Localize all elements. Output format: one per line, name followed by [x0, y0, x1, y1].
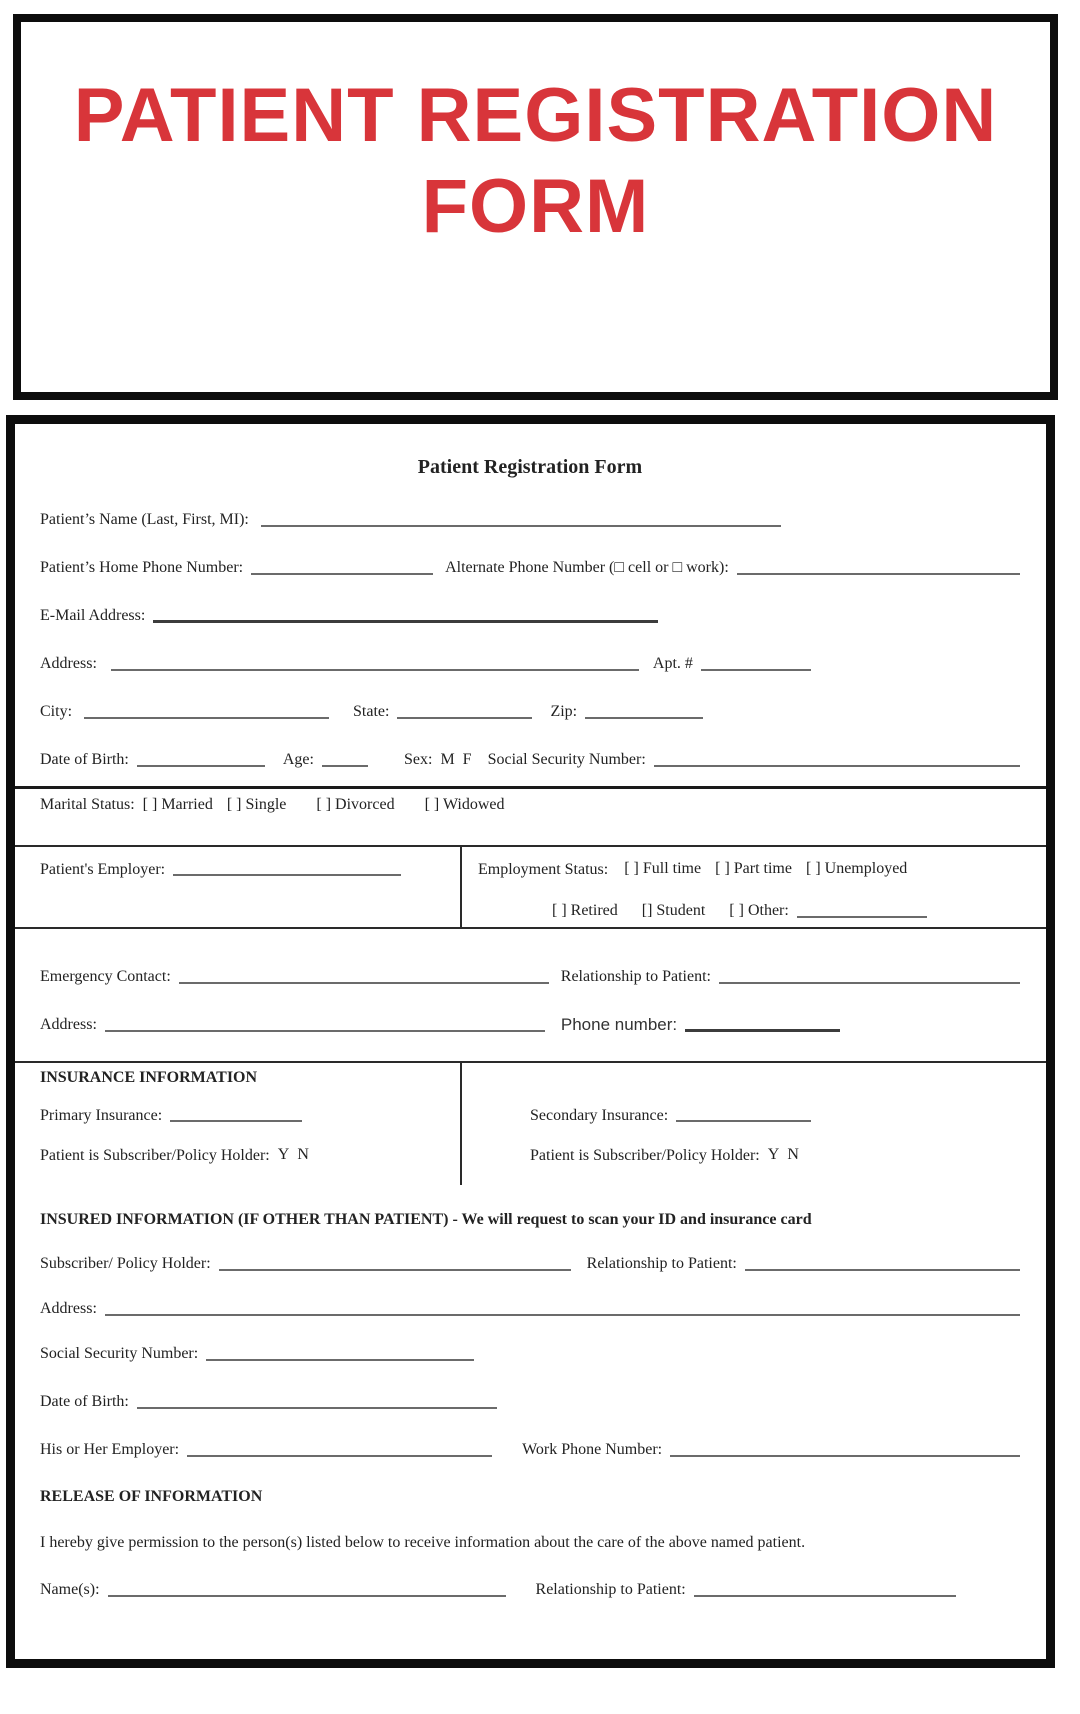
employment-status-cell	[462, 847, 1046, 927]
home-phone-line[interactable]	[251, 573, 433, 575]
apt-label: Apt. #	[652, 655, 693, 672]
emergency-contact-label: Emergency Contact:	[40, 968, 171, 985]
secondary-insurance-label: Secondary Insurance:	[530, 1107, 669, 1124]
checkbox-other[interactable]: [ ] Other:	[729, 902, 789, 919]
primary-subscriber-label: Patient is Subscriber/Policy Holder:	[40, 1147, 270, 1164]
emergency-relationship-line[interactable]	[719, 982, 1020, 984]
insured-dob-label: Date of Birth:	[40, 1393, 129, 1410]
checkbox-married[interactable]: [ ] Married	[142, 796, 213, 813]
row-insured-address	[40, 1274, 1020, 1319]
checkbox-full-time[interactable]: [ ] Full time	[624, 860, 702, 877]
form-content	[15, 424, 1046, 1600]
row-emergency-address	[40, 987, 1020, 1035]
row-address	[40, 626, 1020, 674]
emergency-phone-line[interactable]	[685, 1029, 840, 1032]
insured-address-line[interactable]	[105, 1314, 1020, 1316]
other-status-line[interactable]	[797, 916, 927, 918]
primary-subscriber-no[interactable]: N	[297, 1146, 309, 1163]
release-names-line[interactable]	[108, 1595, 506, 1597]
insurance-heading: INSURANCE INFORMATION	[40, 1069, 258, 1086]
emergency-address-label: Address:	[40, 1016, 97, 1033]
sex-option-f[interactable]: F	[462, 751, 472, 768]
banner-title: PATIENT REGISTRATION FORM	[73, 73, 998, 250]
primary-subscriber-yes[interactable]: Y	[277, 1146, 290, 1163]
row-release-names	[40, 1552, 1020, 1600]
city-line[interactable]	[84, 717, 329, 719]
row-email	[40, 578, 1020, 626]
form-title: Patient Registration Form	[417, 456, 643, 478]
release-heading: RELEASE OF INFORMATION	[40, 1488, 263, 1505]
state-line[interactable]	[397, 717, 532, 719]
row-dob-age-sex-ssn	[40, 722, 1020, 770]
city-label: City:	[40, 703, 73, 720]
email-line[interactable]	[153, 620, 658, 623]
alt-phone-label: Alternate Phone Number (□ cell or □ work):	[445, 559, 729, 576]
checkbox-unemployed[interactable]: [ ] Unemployed	[805, 860, 908, 877]
patient-name-line[interactable]	[261, 525, 781, 527]
row-phones	[40, 530, 1020, 578]
checkbox-widowed[interactable]: [ ] Widowed	[424, 796, 505, 813]
row-marital-status	[40, 789, 1020, 815]
banner-box	[13, 14, 1058, 400]
insured-ssn-label: Social Security Number:	[40, 1345, 199, 1362]
insured-dob-line[interactable]	[137, 1407, 497, 1409]
emergency-phone-label: Phone number:	[560, 1015, 678, 1034]
address-label: Address:	[40, 655, 97, 672]
release-permission-text: I hereby give permission to the person(s) listed below to receive information about the care of the above named patient.	[40, 1534, 806, 1551]
patient-employer-label: Patient's Employer:	[40, 861, 166, 878]
release-relationship-line[interactable]	[694, 1595, 956, 1597]
row-insured-dob	[40, 1364, 1020, 1412]
state-label: State:	[353, 703, 390, 720]
row-emergency-contact	[40, 943, 1020, 987]
age-line[interactable]	[322, 765, 368, 767]
checkbox-part-time[interactable]: [ ] Part time	[715, 860, 792, 877]
insured-employer-line[interactable]	[187, 1455, 492, 1457]
patient-name-label: Patient’s Name (Last, First, MI):	[40, 511, 249, 528]
patient-employer-line[interactable]	[173, 874, 401, 876]
insured-ssn-line[interactable]	[206, 1359, 474, 1361]
checkbox-single[interactable]: [ ] Single	[226, 796, 287, 813]
emergency-relationship-label: Relationship to Patient:	[560, 968, 711, 985]
row-city-state-zip	[40, 674, 1020, 722]
insurance-section	[15, 1061, 1046, 1185]
secondary-subscriber-yes[interactable]: Y	[767, 1146, 780, 1163]
release-relationship-label: Relationship to Patient:	[535, 1581, 686, 1598]
email-label: E-Mail Address:	[40, 607, 146, 624]
dob-line[interactable]	[137, 765, 265, 767]
release-names-label: Name(s):	[40, 1581, 100, 1598]
primary-insurance-line[interactable]	[170, 1120, 302, 1122]
insured-address-label: Address:	[40, 1300, 97, 1317]
sex-option-m[interactable]: M	[440, 751, 455, 768]
emergency-contact-line[interactable]	[179, 982, 549, 984]
insurance-left-cell	[15, 1063, 462, 1185]
checkbox-student[interactable]: [] Student	[641, 902, 706, 919]
checkbox-divorced[interactable]: [ ] Divorced	[316, 796, 395, 813]
employer-table	[15, 845, 1046, 929]
row-patient-name	[40, 482, 1020, 530]
sex-label: Sex:	[403, 751, 433, 768]
row-insured-ssn	[40, 1319, 1020, 1364]
zip-label: Zip:	[550, 703, 578, 720]
form-box	[6, 415, 1055, 1668]
employment-status-label: Employment Status:	[478, 861, 609, 878]
ssn-line[interactable]	[654, 765, 1020, 767]
age-label: Age:	[282, 751, 314, 768]
address-line[interactable]	[111, 669, 639, 671]
secondary-subscriber-label: Patient is Subscriber/Policy Holder:	[530, 1147, 760, 1164]
insured-heading: INSURED INFORMATION (IF OTHER THAN PATIENT) - We will request to scan your ID and insurance card	[40, 1211, 812, 1228]
insured-subscriber-line[interactable]	[219, 1269, 571, 1271]
checkbox-retired[interactable]: [ ] Retired	[552, 902, 618, 919]
row-insured-heading	[40, 1207, 1020, 1229]
row-release-heading	[40, 1484, 1020, 1506]
emergency-address-line[interactable]	[105, 1030, 545, 1032]
insured-relationship-line[interactable]	[745, 1269, 1020, 1271]
secondary-insurance-line[interactable]	[676, 1120, 811, 1122]
insured-subscriber-label: Subscriber/ Policy Holder:	[40, 1255, 211, 1272]
insured-employer-label: His or Her Employer:	[40, 1441, 180, 1458]
marital-status-label: Marital Status:	[40, 796, 135, 813]
insured-relationship-label: Relationship to Patient:	[586, 1255, 737, 1272]
ssn-label: Social Security Number:	[487, 751, 646, 768]
row-release-text	[40, 1506, 1020, 1552]
employer-cell	[15, 847, 462, 927]
row-insured-employer	[40, 1412, 1020, 1460]
home-phone-label: Patient’s Home Phone Number:	[40, 559, 244, 576]
work-phone-label: Work Phone Number:	[522, 1441, 663, 1458]
apt-line[interactable]	[701, 669, 811, 671]
secondary-subscriber-no[interactable]: N	[787, 1146, 799, 1163]
primary-insurance-label: Primary Insurance:	[40, 1107, 163, 1124]
insurance-right-cell	[462, 1063, 1046, 1185]
dob-label: Date of Birth:	[40, 751, 129, 768]
alt-phone-line[interactable]	[737, 573, 1020, 575]
zip-line[interactable]	[585, 717, 703, 719]
work-phone-line[interactable]	[670, 1455, 1020, 1457]
row-insured-subscriber	[40, 1229, 1020, 1274]
